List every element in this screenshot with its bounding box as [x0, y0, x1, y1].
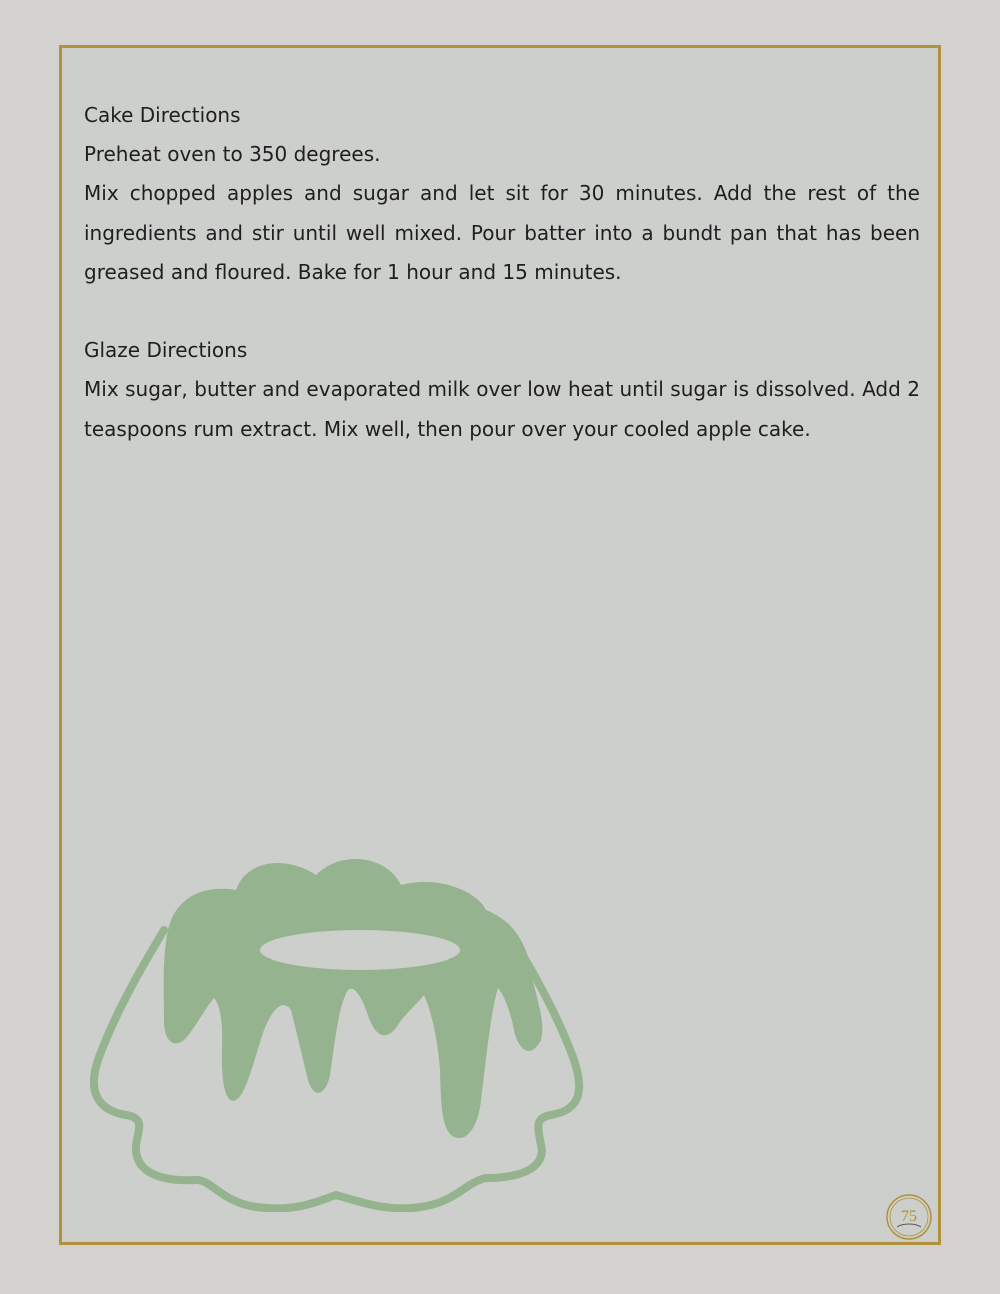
glaze-step: Mix sugar, butter and evaporated milk over low heat until sugar is dissolved. Add 2 teaspoons rum extract. Mix well, then pour over your cooled apple cake. [84, 377, 920, 441]
cake-directions-section [84, 96, 920, 292]
gold-border-frame [59, 45, 941, 1245]
cake-directions-heading: Cake Directions [84, 103, 241, 127]
bundt-cake-icon [86, 810, 586, 1212]
cake-step-mix-bake: Mix chopped apples and sugar and let sit for 30 minutes. Add the rest of the ingredients and stir until well mixed. Pour batter into a bundt pan that has been greased and floured. Bake for 1 hour and 15 minutes. [84, 181, 920, 284]
glaze-directions-section [84, 331, 920, 449]
seal-text: 75 [901, 1208, 917, 1225]
section-spacer [84, 292, 920, 331]
cake-glaze [164, 859, 543, 1138]
cake-step-preheat: Preheat oven to 350 degrees. [84, 142, 381, 167]
directions-content [84, 96, 920, 449]
anniversary-seal-icon [885, 1193, 933, 1241]
cake-center-hole [260, 930, 460, 970]
glaze-directions-heading: Glaze Directions [84, 338, 248, 363]
